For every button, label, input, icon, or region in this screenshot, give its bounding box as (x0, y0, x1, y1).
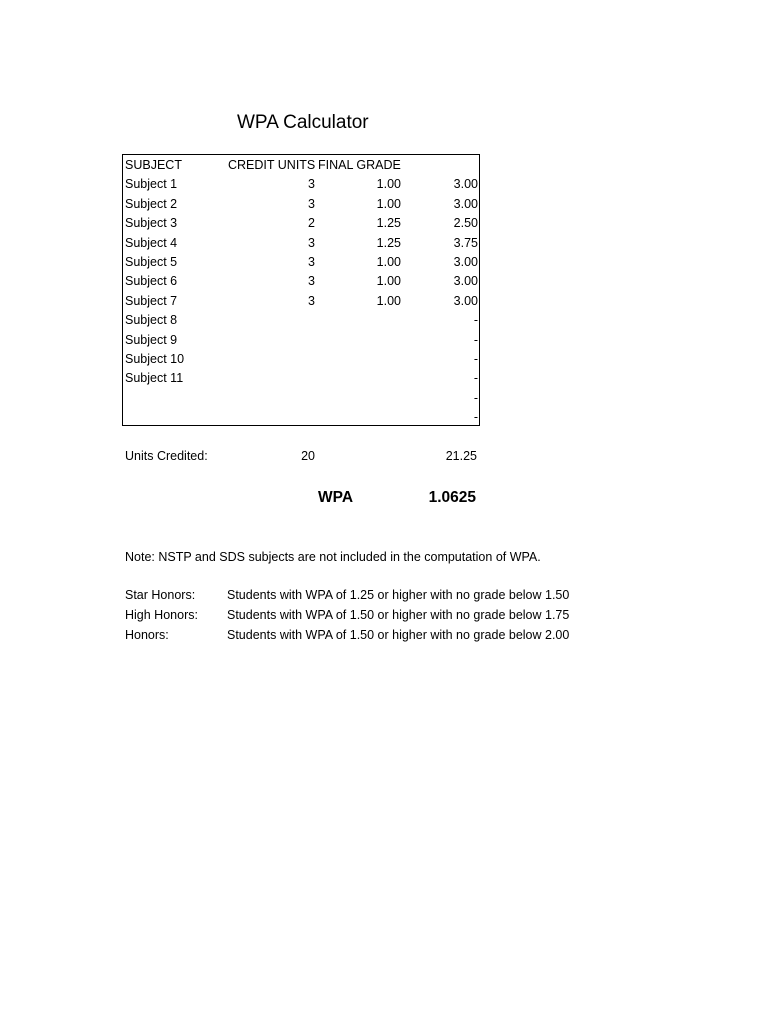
wpa-value: 1.0625 (428, 489, 476, 506)
honor-description: Students with WPA of 1.50 or higher with no grade below 2.00 (227, 628, 570, 642)
credit-units: 2 (308, 216, 315, 231)
final-grade: 1.00 (376, 177, 401, 192)
table-row (123, 213, 479, 233)
subject-name: Subject 2 (125, 196, 178, 211)
grade-points: - (473, 332, 478, 347)
header-credit-units: CREDIT UNITS (228, 158, 316, 172)
subject-name: Subject 6 (125, 274, 178, 289)
total-points: 21.25 (445, 449, 477, 463)
honor-label: High Honors: (125, 608, 198, 622)
table-header-row (123, 155, 479, 175)
grade-points: 3.00 (453, 293, 478, 308)
header-final-grade: FINAL GRADE (318, 158, 401, 172)
units-credited-label: Units Credited: (125, 449, 208, 463)
subject-name: Subject 11 (125, 371, 184, 386)
table-row (123, 349, 479, 369)
honor-description: Students with WPA of 1.25 or higher with no grade below 1.50 (227, 588, 570, 602)
final-grade: 1.00 (376, 196, 401, 211)
grade-points: 3.00 (453, 274, 478, 289)
grades-table (122, 154, 480, 426)
honor-description: Students with WPA of 1.50 or higher with no grade below 1.75 (227, 608, 570, 622)
grade-points: 2.50 (453, 216, 478, 231)
credit-units: 3 (308, 255, 315, 269)
table-row (123, 194, 479, 214)
wpa-label: WPA (318, 489, 354, 506)
final-grade: 1.25 (376, 235, 401, 250)
grade-points: - (473, 371, 478, 386)
final-grade: 1.00 (376, 274, 401, 289)
page-title: WPA Calculator (237, 112, 369, 133)
table-row (123, 330, 479, 350)
wpa-result (0, 487, 768, 509)
table-row (123, 233, 479, 253)
note-text: Note: NSTP and SDS subjects are not included in the computation of WPA. (125, 550, 541, 564)
grade-points: 3.75 (453, 235, 478, 250)
grade-points: 3.00 (453, 255, 478, 269)
subject-name: Subject 8 (125, 313, 178, 328)
header-subject: SUBJECT (125, 158, 182, 172)
table-row (123, 368, 479, 388)
grade-points: - (473, 390, 478, 405)
table-row (123, 252, 479, 272)
grade-points: 3.00 (453, 177, 478, 192)
honor-row-honors (0, 625, 768, 645)
subject-name: Subject 4 (125, 235, 178, 250)
subject-name: Subject 9 (125, 332, 178, 347)
table-row (123, 407, 479, 427)
subject-name: Subject 7 (125, 293, 178, 308)
grade-points: - (473, 352, 478, 366)
subject-name: Subject 5 (125, 255, 178, 269)
credit-units: 3 (308, 235, 315, 250)
subject-name: Subject 1 (125, 177, 178, 192)
credit-units: 3 (308, 196, 315, 211)
total-units: 20 (301, 449, 315, 463)
table-row (123, 174, 479, 194)
credit-units: 3 (308, 293, 315, 308)
honor-label: Star Honors: (125, 588, 196, 602)
subject-name: Subject 3 (125, 216, 178, 231)
units-credited-row (0, 446, 768, 466)
final-grade: 1.25 (376, 216, 401, 231)
grade-points: - (473, 410, 478, 425)
final-grade: 1.00 (376, 293, 401, 308)
credit-units: 3 (308, 177, 315, 192)
honor-label: Honors: (125, 628, 169, 642)
honor-row-high (0, 605, 768, 625)
table-row (123, 310, 479, 330)
table-row (123, 388, 479, 408)
credit-units: 3 (308, 274, 315, 289)
table-row (123, 291, 479, 311)
honor-row-star (0, 585, 768, 605)
table-row (123, 271, 479, 291)
grade-points: 3.00 (453, 196, 478, 211)
final-grade: 1.00 (376, 255, 401, 269)
grade-points: - (473, 313, 478, 328)
subject-name: Subject 10 (125, 352, 185, 366)
